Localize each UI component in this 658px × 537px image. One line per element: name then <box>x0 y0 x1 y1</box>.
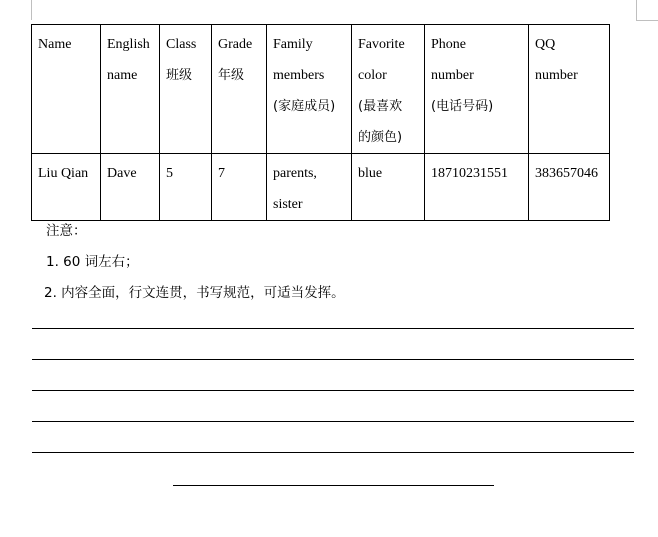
header-family-members: Family members (家庭成员) <box>267 25 352 154</box>
student-info-table <box>31 24 610 221</box>
answer-line[interactable] <box>32 390 634 391</box>
header-phone-number: Phone number (电话号码) <box>425 25 529 154</box>
cell-class: 5 <box>160 154 212 221</box>
notes-section <box>46 216 345 309</box>
header-favorite-color: Favorite color (最喜欢 的颜色) <box>352 25 425 154</box>
cell-phone-number: 18710231551 <box>425 154 529 221</box>
left-margin-mark <box>31 0 32 20</box>
answer-line[interactable] <box>32 359 634 360</box>
cell-grade: 7 <box>212 154 267 221</box>
right-margin-mark <box>636 0 637 20</box>
notes-item-1: 1. 60 词左右； <box>46 254 139 270</box>
header-english-name: English name <box>101 25 160 154</box>
cell-name: Liu Qian <box>32 154 101 221</box>
cell-favorite-color: blue <box>352 154 425 221</box>
cell-family-members: parents, sister <box>267 154 352 221</box>
notes-title: 注意： <box>46 223 87 239</box>
notes-item-2: 2. 内容全面，行文连贯，书写规范，可适当发挥。 <box>44 285 345 301</box>
header-grade: Grade 年级 <box>212 25 267 154</box>
table-header-row <box>32 25 610 154</box>
header-qq-number: QQ number <box>529 25 610 154</box>
short-answer-line[interactable] <box>173 485 494 486</box>
cell-qq-number: 383657046 <box>529 154 610 221</box>
answer-line[interactable] <box>32 328 634 329</box>
header-class: Class 班级 <box>160 25 212 154</box>
table-row <box>32 154 610 221</box>
answer-line[interactable] <box>32 421 634 422</box>
header-name: Name <box>32 25 101 154</box>
cell-english-name: Dave <box>101 154 160 221</box>
corner-margin-mark <box>636 20 658 21</box>
answer-line[interactable] <box>32 452 634 453</box>
